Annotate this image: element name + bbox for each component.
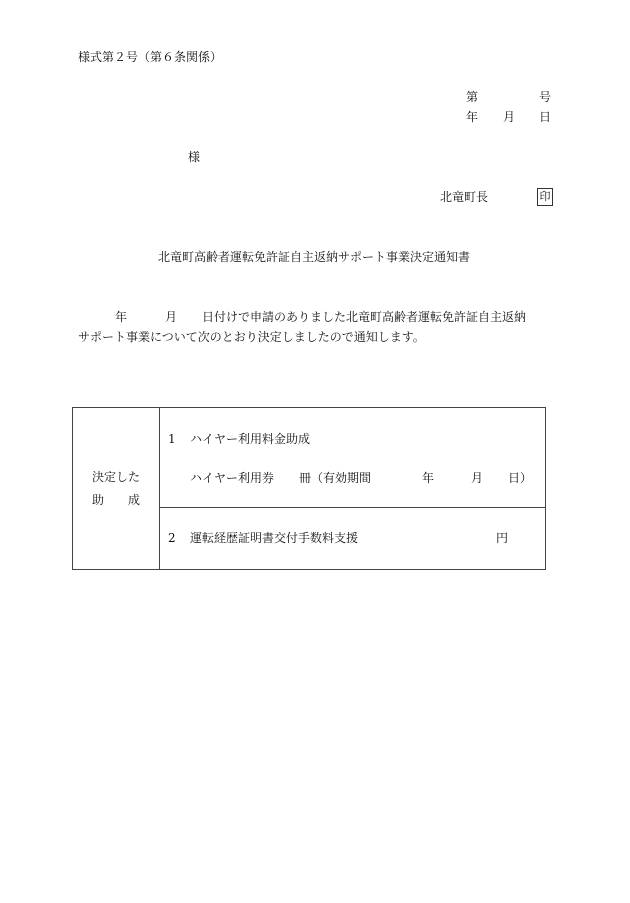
document-number-prefix: 第 [466, 90, 479, 104]
body-year: 年 [115, 310, 128, 324]
date-year: 年 [466, 110, 479, 124]
date-month: 月 [503, 110, 516, 124]
item2-number: 2 [168, 531, 176, 545]
item2-title: 運転経歴証明書交付手数料支援 [190, 531, 359, 545]
item1-year: 年 [422, 471, 435, 485]
document-number-suffix: 号 [539, 90, 552, 104]
issuer-title: 北竜町長 [440, 190, 489, 204]
item1-ticket-label: ハイヤー利用券 [190, 471, 275, 485]
item1-day-close: 日） [508, 471, 533, 485]
grant-label-char2: 成 [128, 492, 141, 507]
addressee-honorific: 様 [188, 150, 201, 164]
grant-item1-cell [160, 408, 546, 508]
official-seal-box: 印 [537, 188, 553, 206]
body-line2: サポート事業について次のとおり決定しましたので通知します。 [78, 330, 425, 344]
grant-label-char1: 助 [91, 492, 104, 507]
form-number: 様式第２号（第６条関係） [78, 50, 223, 64]
item1-ticket-unit: 冊（有効期間 [299, 471, 372, 485]
item1-month: 月 [471, 471, 484, 485]
item1-number: 1 [168, 432, 176, 446]
grant-label-cell [73, 408, 160, 570]
document-title: 北竜町高齢者運転免許証自主返納サポート事業決定通知書 [158, 250, 471, 264]
item2-currency: 円 [496, 531, 509, 545]
date-day: 日 [539, 110, 552, 124]
item1-title: ハイヤー利用料金助成 [190, 432, 311, 446]
grant-item2-cell [160, 508, 546, 570]
grant-label-line1: 決定した [91, 469, 140, 484]
grant-table [72, 407, 546, 570]
body-month: 月 [165, 310, 178, 324]
body-line1: 日付けで申請のありました北竜町高齢者運転免許証自主返納 [202, 310, 527, 324]
grant-label-line2 [73, 489, 159, 512]
